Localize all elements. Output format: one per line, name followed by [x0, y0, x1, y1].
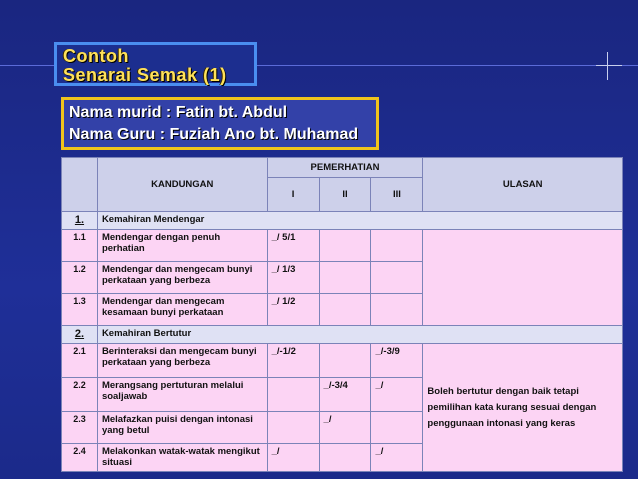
row-p1: _/ 5/1 [267, 230, 319, 262]
student-name: Nama murid : Fatin bt. Abdul [69, 104, 288, 121]
header-kandungan: KANDUNGAN [97, 158, 267, 212]
section-title: Kemahiran Mendengar [97, 212, 622, 230]
row-text: Melakonkan watak-watak mengikut situasi [97, 444, 267, 472]
row-text: Berinteraksi dan mengecam bunyi perkataan yang berbeza [97, 344, 267, 378]
header-p2: II [319, 178, 371, 212]
header-pemerhatian: PEMERHATIAN [267, 158, 423, 178]
header-ulasan: ULASAN [423, 158, 623, 212]
row-p1 [267, 412, 319, 444]
row-p1: _/ 1/3 [267, 262, 319, 294]
row-text: Merangsang pertuturan melalui soaljawab [97, 378, 267, 412]
header-p1: I [267, 178, 319, 212]
row-p2 [319, 262, 371, 294]
section-title: Kemahiran Bertutur [97, 326, 622, 344]
row-number: 2.4 [62, 444, 98, 472]
row-p3 [371, 412, 423, 444]
row-p3: _/ [371, 444, 423, 472]
row-text: Mendengar dan mengecam kesamaan bunyi perkataan [97, 294, 267, 326]
row-p2 [319, 294, 371, 326]
row-p2 [319, 344, 371, 378]
header-p3: III [371, 178, 423, 212]
row-p1: _/ 1/2 [267, 294, 319, 326]
row-p2 [319, 230, 371, 262]
row-p3 [371, 294, 423, 326]
decor-tick [607, 52, 608, 80]
title-box [54, 42, 257, 86]
row-p2: _/-3/4 [319, 378, 371, 412]
row-number: 2.3 [62, 412, 98, 444]
row-p1: _/-1/2 [267, 344, 319, 378]
row-text: Mendengar dengan penuh perhatian [97, 230, 267, 262]
row-p2 [319, 444, 371, 472]
row-number: 1.2 [62, 262, 98, 294]
row-p3 [371, 230, 423, 262]
row-number: 1.1 [62, 230, 98, 262]
ulasan-text: Boleh bertutur dengan baik tetapi pemilihan kata kurang sesuai dengan penggunaan intonasi yang keras [423, 344, 623, 472]
section-number: 1. [62, 212, 98, 230]
row-p3: _/ [371, 378, 423, 412]
row-ulasan-empty [423, 230, 623, 326]
row-text: Melafazkan puisi dengan intonasi yang betul [97, 412, 267, 444]
row-p1: _/ [267, 444, 319, 472]
row-p3: _/-3/9 [371, 344, 423, 378]
title-line-1: Contoh [63, 46, 129, 66]
header-empty [62, 158, 98, 212]
decor-tick [596, 65, 622, 66]
title-line-2: Senarai Semak (1) [63, 65, 227, 85]
checklist-table [61, 157, 623, 472]
row-p3 [371, 262, 423, 294]
row-p1 [267, 378, 319, 412]
info-box [61, 97, 379, 150]
section-number: 2. [62, 326, 98, 344]
teacher-name: Nama Guru : Fuziah Ano bt. Muhamad [69, 126, 359, 143]
row-text: Mendengar dan mengecam bunyi perkataan yang berbeza [97, 262, 267, 294]
row-p2: _/ [319, 412, 371, 444]
row-number: 2.1 [62, 344, 98, 378]
row-number: 1.3 [62, 294, 98, 326]
row-number: 2.2 [62, 378, 98, 412]
